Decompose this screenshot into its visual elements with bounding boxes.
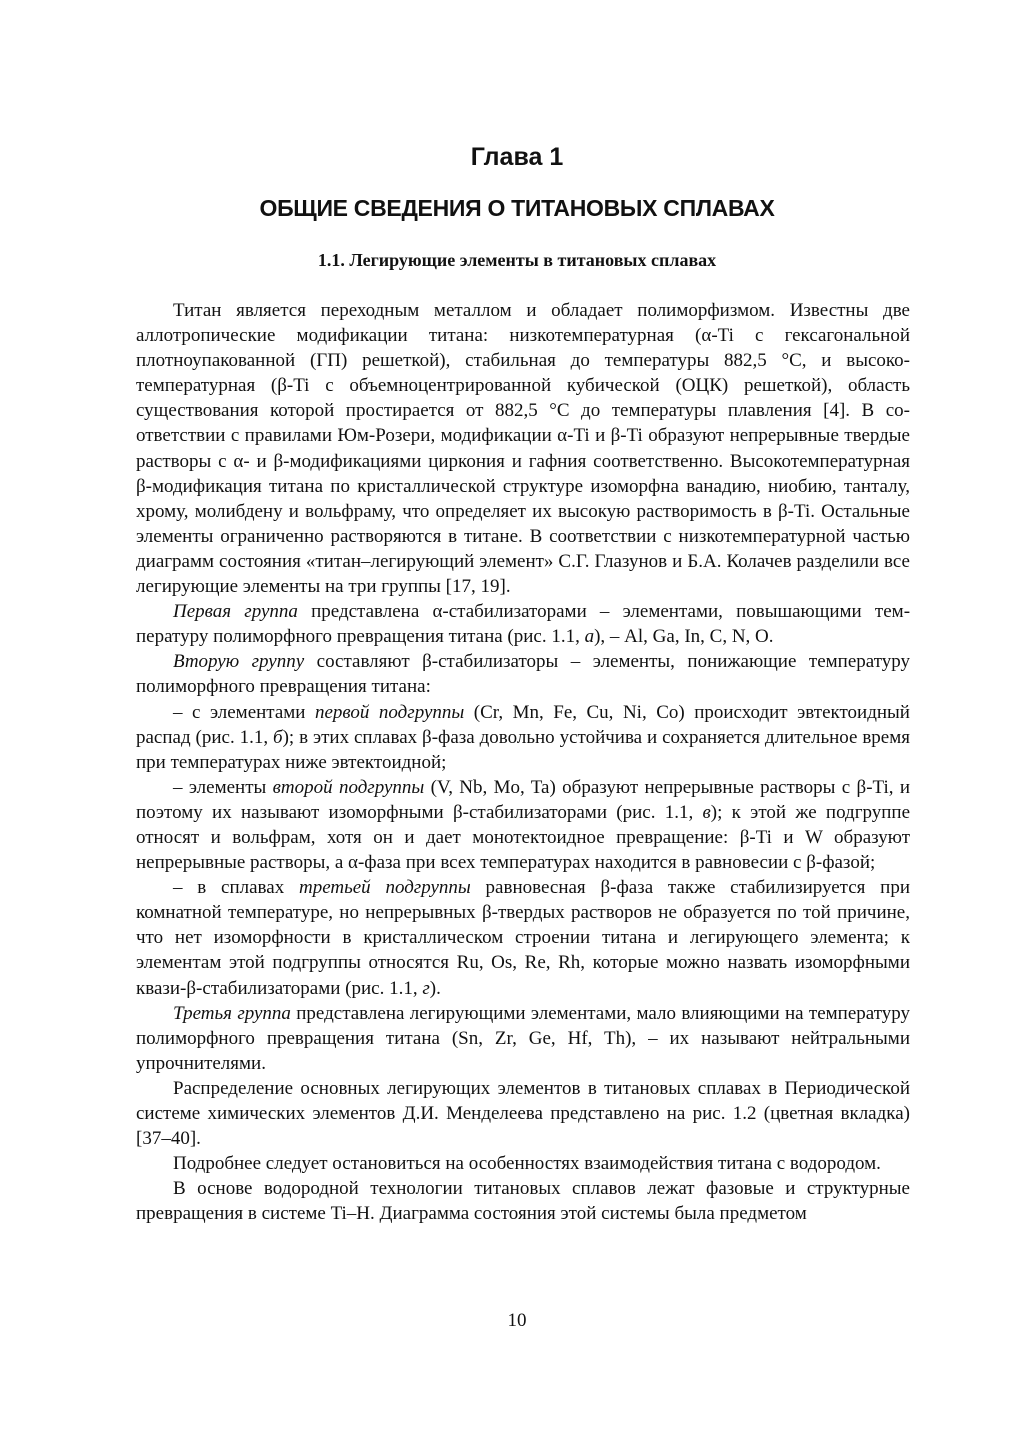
text-run: ); к этой же подгруппе относят и вольфрам, хотя он и дает монотектоидное превращение: β-Ti и W образуют непрерывные растворы, а α-фаза при всех температурах находится в равновесии с β-фазой; bbox=[136, 801, 911, 874]
body-text bbox=[136, 298, 910, 1226]
text-run: Подробнее следует остановиться на особенностях взаимодействия титана с водородом. bbox=[173, 1153, 881, 1175]
paragraph bbox=[136, 1076, 910, 1151]
italic-text: Третья группа bbox=[173, 1002, 291, 1024]
text-run: Распределение основных легирующих элементов в титановых сплавах в Периодической системе химических элементов Д.И. Менделеева представлено на рис. 1.2 (цветная вкладка) [37–40]. bbox=[136, 1077, 910, 1150]
paragraph bbox=[136, 1001, 910, 1076]
text-run: ), – Al, Ga, In, C, N, O. bbox=[594, 626, 774, 648]
text-run: равновесная β-фаза также стабилизируется при комнатной температуре, но непрерывных β-твердых растворов не образуется по той причине, что нет изоморфности в кристаллическом строении титана и легирующего элемента; к элементам этой подгруппы относятся Ru, Os, Re, Rh, которые можно назвать изоморфными квази-β-стабилизаторами (рис. 1.1, bbox=[136, 877, 910, 999]
italic-text: Вторую группу bbox=[173, 651, 305, 673]
paragraph bbox=[136, 875, 910, 1000]
chapter-heading: Глава 1 bbox=[470, 143, 564, 171]
italic-text: второй подгруппы bbox=[272, 776, 425, 798]
text-run: – с элементами bbox=[173, 701, 315, 723]
paragraph bbox=[136, 700, 910, 775]
paragraph bbox=[136, 1176, 910, 1226]
paragraph bbox=[136, 1151, 910, 1176]
page-number: 10 bbox=[507, 1310, 527, 1331]
text-run: – в сплавах bbox=[173, 877, 299, 899]
text-run: – элементы bbox=[173, 776, 273, 798]
italic-text: г bbox=[422, 977, 430, 999]
paragraph bbox=[136, 599, 910, 649]
text-run: (V, Nb, Mo, Ta) образуют непрерывные растворы с β-Ti, и поэтому их называют изоморфными β-стабилизаторами (рис. 1.1, bbox=[136, 776, 910, 823]
italic-text: третьей подгруппы bbox=[298, 877, 471, 899]
italic-text: в bbox=[702, 801, 711, 823]
text-run: (Cr, Mn, Fe, Cu, Ni, Co) происходит эвтектоидный распад (рис. 1.1, bbox=[136, 701, 910, 748]
section-heading: 1.1. Легирующие элементы в титановых сплавах bbox=[317, 250, 717, 270]
italic-text: б bbox=[273, 726, 283, 748]
text-run: В основе водородной технологии титановых сплавов лежат фазовые и структурные превращения в системе Ti–H. Диаграмма состояния этой системы была предметом bbox=[136, 1178, 910, 1225]
text-run: составляют β-стабилизаторы – элементы, понижающие температуру полиморфного превращения титана: bbox=[136, 651, 910, 698]
chapter-title: ОБЩИЕ СВЕДЕНИЯ О ТИТАНОВЫХ СПЛАВАХ bbox=[259, 195, 775, 221]
text-run: Титан является переходным металлом и обладает полиморфизмом. Известны две аллотропические модификации титана: низкотемпературная (α-Ti с гексагональной плотноупакованной (ГП) решеткой), стабильная до температуры 882,5 °С, и высокотемпературная (β-Ti с объемноцентрированной кубической (ОЦК) решеткой), область существования которой простирается от 882,5 °С до температуры плавления [4]. В соответствии с правилами Юм-Розери, модификации α-Ti и β-Ti образуют непрерывные твердые растворы с α- и β-модификациями циркония и гафния соответственно. Высокотемпературная β-модификация титана по кристаллической структуре изоморфна ванадию, ниобию, танталу, хрому, молибдену и вольфраму, что определяет их высокую растворимость в β-Ti. Остальные элементы ограниченно растворяются в титане. В соответствии с низкотемпературной частью диаграмм состояния «титан–легирующий элемент» С.Г. Глазунов и Б.А. Колачев разделили все легирующие элементы на три группы [17, 19]. bbox=[136, 300, 910, 598]
italic-text: Первая группа bbox=[173, 601, 298, 623]
italic-text: первой подгруппы bbox=[314, 701, 465, 723]
text-run: ). bbox=[429, 977, 441, 999]
paragraph bbox=[136, 775, 910, 875]
paragraph bbox=[136, 298, 910, 599]
paragraph bbox=[136, 649, 910, 699]
text-run: представлена α-стабилизаторами – элементами, повышающими температуру полиморфного превращения титана (рис. 1.1, bbox=[136, 601, 911, 648]
text-run: ); в этих сплавах β-фаза довольно устойчива и сохраняется длительное время при температурах ниже эвтектоидной; bbox=[136, 726, 911, 773]
italic-text: а bbox=[584, 626, 595, 648]
text-run: представлена легирующими элементами, мало влияющими на температуру полиморфного превращения титана (Sn, Zr, Ge, Hf, Th), – их называют нейтральными упрочнителями. bbox=[136, 1002, 910, 1074]
